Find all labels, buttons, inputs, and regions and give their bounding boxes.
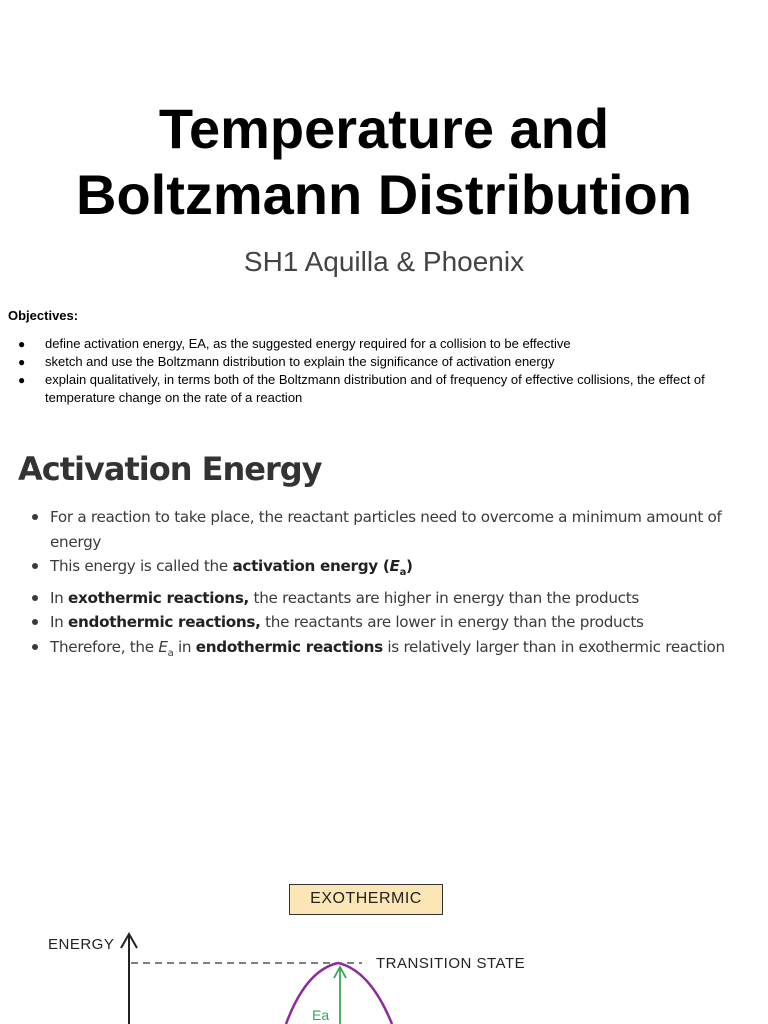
bullet-dot-icon — [32, 619, 38, 625]
objective-text: sketch and use the Boltzmann distribution to explain the significance of activation energy — [45, 354, 555, 369]
transition-state-label: TRANSITION STATE — [376, 955, 526, 972]
point-text: This energy is called the — [50, 557, 233, 576]
points-list — [30, 505, 760, 667]
point-text: the reactants are higher in energy than the products — [249, 588, 639, 607]
exothermic-label: EXOTHERMIC — [289, 884, 443, 915]
ea-label: Ea — [312, 1007, 330, 1023]
point-text: In — [50, 588, 69, 607]
point-bold-text: activation energy ( — [232, 557, 390, 576]
ea-symbol: E — [158, 638, 168, 656]
energy-curve — [286, 963, 392, 1024]
objectives-section — [8, 307, 748, 407]
point-text: the reactants are lower in energy than the products — [260, 613, 644, 632]
point-bold-text: ) — [406, 557, 413, 576]
objective-item — [8, 371, 748, 407]
point-text: in — [173, 638, 196, 656]
point-item — [30, 610, 760, 635]
ea-subscript: a — [167, 648, 174, 660]
ea-subscript: a — [399, 567, 407, 579]
activation-energy-heading: Activation Energy — [18, 450, 322, 488]
objective-item — [8, 353, 748, 371]
bullet-icon: ● — [18, 355, 26, 369]
point-item — [30, 505, 760, 554]
title-line-1: Temperature and — [158, 97, 610, 160]
point-bold — [232, 557, 413, 579]
point-bold: endothermic reactions, — [68, 613, 261, 632]
bullet-dot-icon — [32, 595, 38, 601]
title-line-2: Boltzmann Distribution — [76, 163, 692, 226]
activation-energy-points — [30, 505, 760, 667]
point-text: In — [50, 613, 69, 632]
page-title — [0, 96, 768, 228]
bullet-dot-icon — [32, 644, 38, 650]
objectives-list — [8, 335, 748, 407]
objective-item — [8, 335, 748, 353]
point-text: is relatively larger than in exothermic reaction — [382, 638, 725, 656]
objectives-heading: Objectives: — [8, 308, 79, 323]
point-item — [30, 635, 760, 667]
y-axis-label: ENERGY — [48, 936, 115, 953]
point-bold: endothermic reactions — [195, 638, 383, 656]
objective-text: define activation energy, EA, as the suggested energy required for a collision to be effective — [45, 336, 571, 351]
ea-symbol: E — [389, 557, 400, 576]
point-bold: exothermic reactions, — [68, 588, 250, 607]
point-item — [30, 586, 760, 611]
point-text: Therefore, the — [50, 638, 159, 656]
bullet-dot-icon — [32, 514, 38, 520]
bullet-icon: ● — [18, 337, 26, 351]
bullet-icon: ● — [18, 373, 26, 387]
bullet-dot-icon — [32, 563, 38, 569]
exothermic-diagram — [0, 870, 768, 1024]
objective-text: explain qualitatively, in terms both of the Boltzmann distribution and of frequency of effective collisions, the effect of temperature change on the rate of a reaction — [45, 372, 705, 405]
page-subtitle: SH1 Aquilla & Phoenix — [243, 246, 525, 277]
energy-profile-graphic — [0, 870, 768, 1024]
point-text: For a reaction to take place, the reactant particles need to overcome a minimum amount of energy — [50, 508, 722, 551]
point-item — [30, 554, 760, 586]
